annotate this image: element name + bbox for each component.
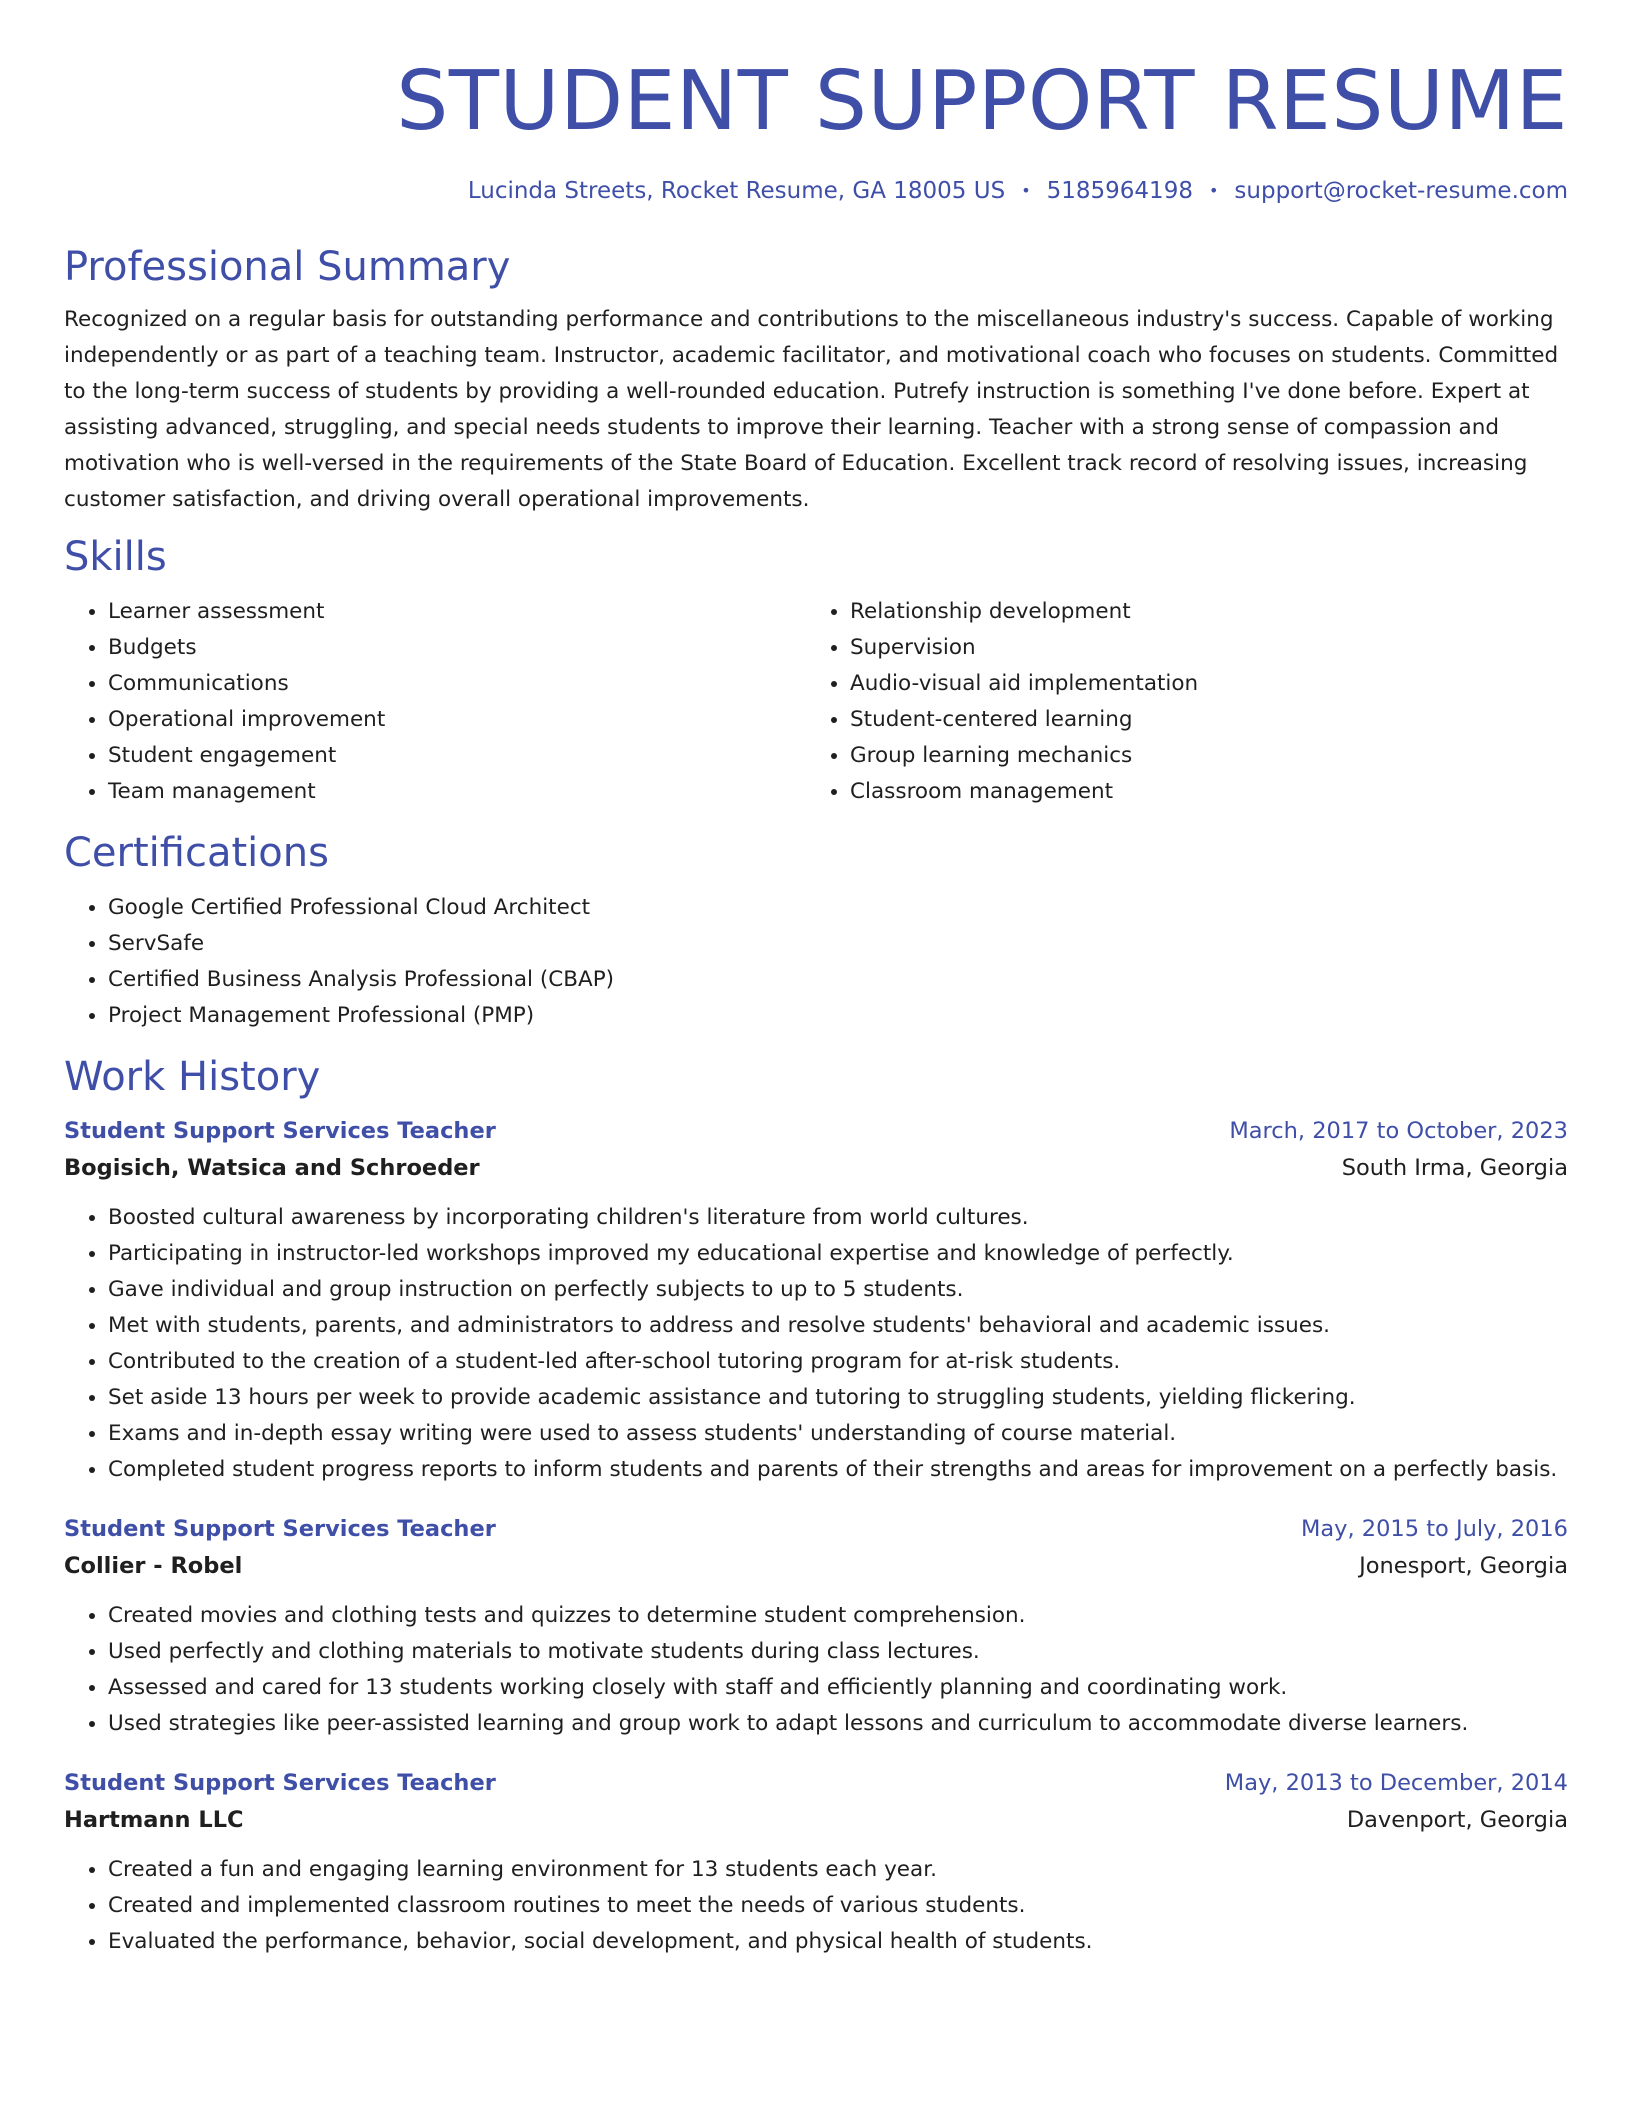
resume-header xyxy=(64,0,1568,206)
skill-item: • Relationship development xyxy=(850,594,1566,630)
certifications-heading: Certifications xyxy=(64,830,329,876)
work-history-heading: Work History xyxy=(64,1054,321,1100)
certification-item: • Google Certified Professional Cloud Architect xyxy=(108,890,1568,926)
job-bullets xyxy=(64,1598,1568,1742)
job-bullet: • Completed student progress reports to inform students and parents of their strengths and areas for improvement on a perfectly basis. xyxy=(108,1452,1568,1488)
job-entry xyxy=(64,1114,1568,1488)
skill-item: • Learner assessment xyxy=(108,594,806,630)
skill-item: • Budgets xyxy=(108,630,806,666)
job-title-row xyxy=(64,1114,1568,1148)
resume-title: STUDENT SUPPORT RESUME xyxy=(396,54,1568,149)
skills-right-list xyxy=(806,594,1566,810)
skill-item: • Student-centered learning xyxy=(850,702,1566,738)
certification-item: • Certified Business Analysis Professional (CBAP) xyxy=(108,962,1568,998)
skills-right-column xyxy=(806,594,1566,810)
summary-heading: Professional Summary xyxy=(64,244,511,290)
skill-item: • Audio-visual aid implementation xyxy=(850,666,1566,702)
job-bullet: • Participating in instructor-led workshops improved my educational expertise and knowledge of perfectly. xyxy=(108,1236,1568,1272)
job-title-row xyxy=(64,1512,1568,1546)
job-title-row xyxy=(64,1766,1568,1800)
job-title: Student Support Services Teacher xyxy=(64,1516,496,1542)
job-bullet: • Set aside 13 hours per week to provide academic assistance and tutoring to struggling students, yielding flickering. xyxy=(108,1380,1568,1416)
skill-item: • Group learning mechanics xyxy=(850,738,1566,774)
job-location: Jonesport, Georgia xyxy=(1359,1553,1568,1579)
job-company-row xyxy=(64,1800,1568,1840)
job-bullet: • Met with students, parents, and administrators to address and resolve students' behavioral and academic issues. xyxy=(108,1308,1568,1344)
skills-columns xyxy=(64,594,1568,810)
certification-item: • Project Management Professional (PMP) xyxy=(108,998,1568,1034)
job-bullet: • Used strategies like peer-assisted learning and group work to adapt lessons and curriculum to accommodate diverse learners. xyxy=(108,1706,1568,1742)
job-company: Bogisich, Watsica and Schroeder xyxy=(64,1155,480,1181)
job-title: Student Support Services Teacher xyxy=(64,1118,496,1144)
skill-item: • Team management xyxy=(108,774,806,810)
skill-item: • Communications xyxy=(108,666,806,702)
separator-dot: • xyxy=(1021,181,1031,200)
contact-phone: 5185964198 xyxy=(1046,178,1193,204)
job-company-row xyxy=(64,1546,1568,1586)
job-company: Collier - Robel xyxy=(64,1553,243,1579)
job-bullet: • Boosted cultural awareness by incorporating children's literature from world cultures. xyxy=(108,1200,1568,1236)
skills-left-list xyxy=(64,594,806,810)
certifications-list xyxy=(64,890,1568,1034)
summary-section xyxy=(64,242,1568,518)
job-entry xyxy=(64,1512,1568,1742)
skills-heading: Skills xyxy=(64,534,167,580)
skill-item: • Student engagement xyxy=(108,738,806,774)
skills-left-column xyxy=(64,594,806,810)
contact-line xyxy=(64,176,1568,206)
skill-item: • Classroom management xyxy=(850,774,1566,810)
job-location: Davenport, Georgia xyxy=(1346,1807,1568,1833)
job-dates: March, 2017 to October, 2023 xyxy=(1229,1118,1568,1144)
job-location: South Irma, Georgia xyxy=(1341,1155,1568,1181)
job-company: Hartmann LLC xyxy=(64,1807,244,1833)
job-bullet: • Gave individual and group instruction on perfectly subjects to up to 5 students. xyxy=(108,1272,1568,1308)
job-bullet: • Exams and in-depth essay writing were used to assess students' understanding of course material. xyxy=(108,1416,1568,1452)
job-bullet: • Created and implemented classroom routines to meet the needs of various students. xyxy=(108,1888,1568,1924)
summary-text: Recognized on a regular basis for outstanding performance and contributions to the miscellaneous industry's success. Capable of working independently or as part of a teaching team. Instructor, academic facilitator, and motivational coach who focuses on students. Committed to the long-term success of students by providing a well-rounded education. Putrefy instruction is something I've done before. Expert at assisting advanced, struggling, and special needs students to improve their learning. Teacher with a strong sense of compassion and motivation who is well-versed in the requirements of the State Board of Education. Excellent track record of resolving issues, increasing customer satisfaction, and driving overall operational improvements. xyxy=(64,307,1559,512)
certifications-section xyxy=(64,828,1568,1034)
job-bullet: • Evaluated the performance, behavior, social development, and physical health of students. xyxy=(108,1924,1568,1960)
job-bullet: • Used perfectly and clothing materials to motivate students during class lectures. xyxy=(108,1634,1568,1670)
job-bullets xyxy=(64,1852,1568,1960)
job-dates: May, 2013 to December, 2014 xyxy=(1224,1770,1568,1796)
contact-address: Lucinda Streets, Rocket Resume, GA 18005 US xyxy=(467,178,1006,204)
job-title: Student Support Services Teacher xyxy=(64,1770,496,1796)
job-dates: May, 2015 to July, 2016 xyxy=(1300,1516,1568,1542)
job-bullet: • Contributed to the creation of a student-led after-school tutoring program for at-risk students. xyxy=(108,1344,1568,1380)
job-company-row xyxy=(64,1148,1568,1188)
job-bullets xyxy=(64,1200,1568,1488)
job-bullet: • Created a fun and engaging learning environment for 13 students each year. xyxy=(108,1852,1568,1888)
job-bullet: • Created movies and clothing tests and quizzes to determine student comprehension. xyxy=(108,1598,1568,1634)
work-history-section xyxy=(64,1052,1568,1960)
separator-dot: • xyxy=(1208,181,1219,200)
skills-section xyxy=(64,532,1568,810)
certification-item: • ServSafe xyxy=(108,926,1568,962)
contact-email: support@rocket-resume.com xyxy=(1234,178,1568,204)
skill-item: • Supervision xyxy=(850,630,1566,666)
job-bullet: • Assessed and cared for 13 students working closely with staff and efficiently planning and coordinating work. xyxy=(108,1670,1568,1706)
skill-item: • Operational improvement xyxy=(108,702,806,738)
job-entry xyxy=(64,1766,1568,1960)
